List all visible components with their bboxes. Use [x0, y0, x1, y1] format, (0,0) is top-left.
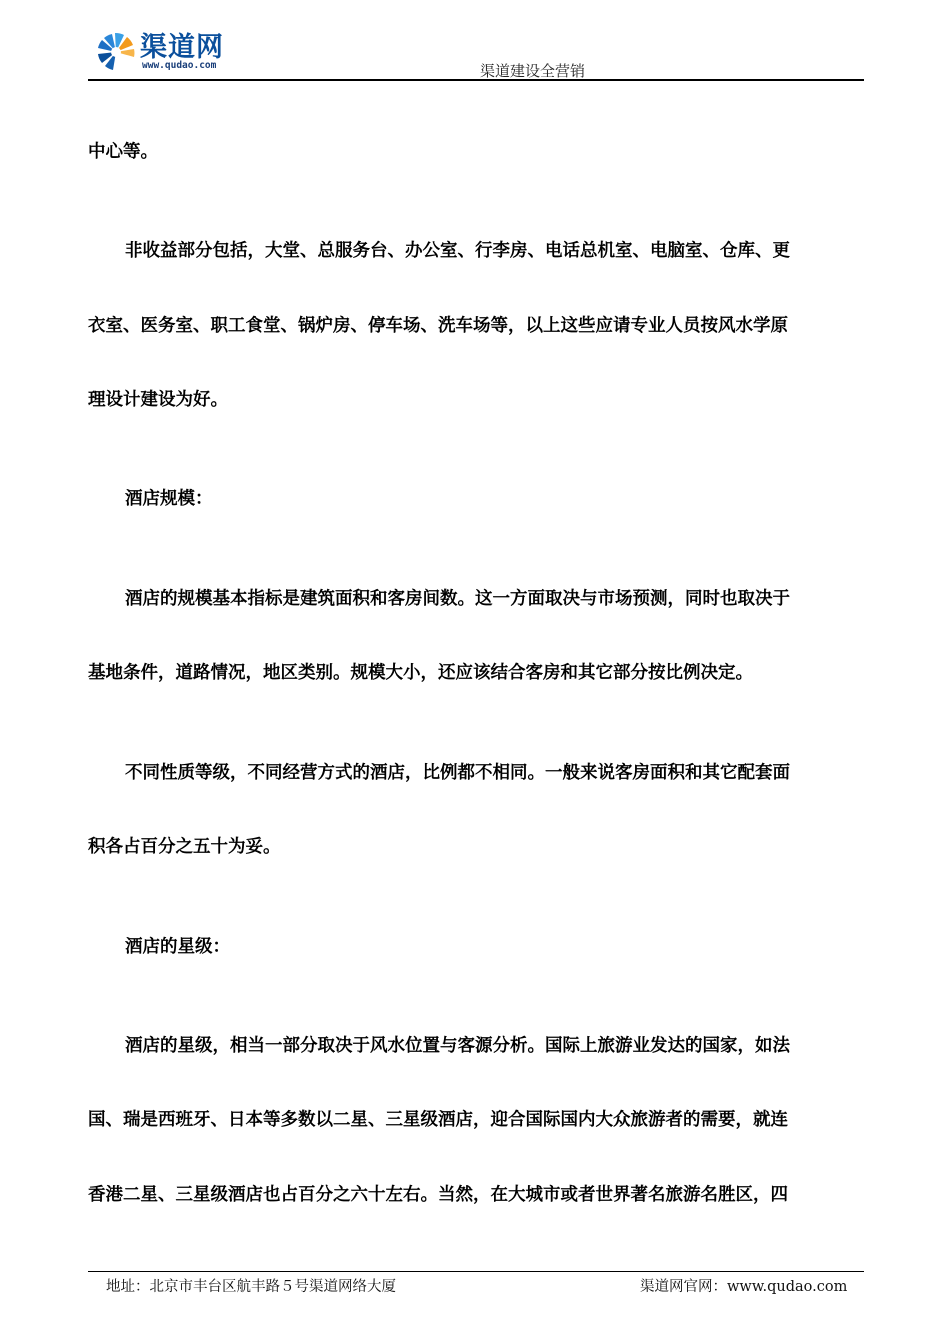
section-heading: 酒店规模：: [125, 489, 213, 509]
paragraph-line: 香港二星、三星级酒店也占百分之六十左右。当然，在大城市或者世界著名旅游名胜区，四: [88, 1185, 788, 1205]
section-heading: 酒店的星级：: [125, 937, 230, 957]
header-title: 渠道建设全营销: [480, 62, 586, 80]
paragraph-line: 基地条件，道路情况，地区类别。规模大小，还应该结合客房和其它部分按比例决定。: [88, 663, 753, 683]
sunburst-logo-icon: [94, 30, 138, 70]
footer-address: 地址：北京市丰台区航丰路５号渠道网络大厦: [106, 1279, 396, 1295]
paragraph-line: 衣室、医务室、职工食堂、锅炉房、停车场、洗车场等，以上这些应请专业人员按风水学原: [88, 316, 788, 336]
paragraph-line: 酒店的星级，相当一部分取决于风水位置与客源分析。国际上旅游业发达的国家，如法: [125, 1036, 790, 1056]
paragraph-line: 国、瑞是西班牙、日本等多数以二星、三星级酒店，迎合国际国内大众旅游者的需要，就连: [88, 1110, 788, 1130]
paragraph-line: 酒店的规模基本指标是建筑面积和客房间数。这一方面取决与市场预测，同时也取决于: [125, 589, 790, 609]
paragraph-line: 理设计建设为好。: [88, 390, 228, 410]
header-divider: [88, 79, 864, 81]
logo-title: 渠道网: [140, 32, 224, 63]
footer-divider: [88, 1271, 864, 1272]
paragraph-line: 非收益部分包括，大堂、总服务台、办公室、行李房、电话总机室、电脑室、仓库、更: [125, 241, 790, 261]
footer-website[interactable]: 渠道网官网：www.qudao.com: [640, 1279, 848, 1295]
paragraph-line: 中心等。: [88, 142, 158, 162]
logo-url[interactable]: www.qudao.com: [142, 60, 217, 71]
qudao-logo[interactable]: [88, 22, 258, 80]
paragraph-line: 积各占百分之五十为妥。: [88, 837, 281, 857]
paragraph-line: 不同性质等级，不同经营方式的酒店，比例都不相同。一般来说客房面积和其它配套面: [125, 763, 790, 783]
page-header: [88, 22, 864, 82]
